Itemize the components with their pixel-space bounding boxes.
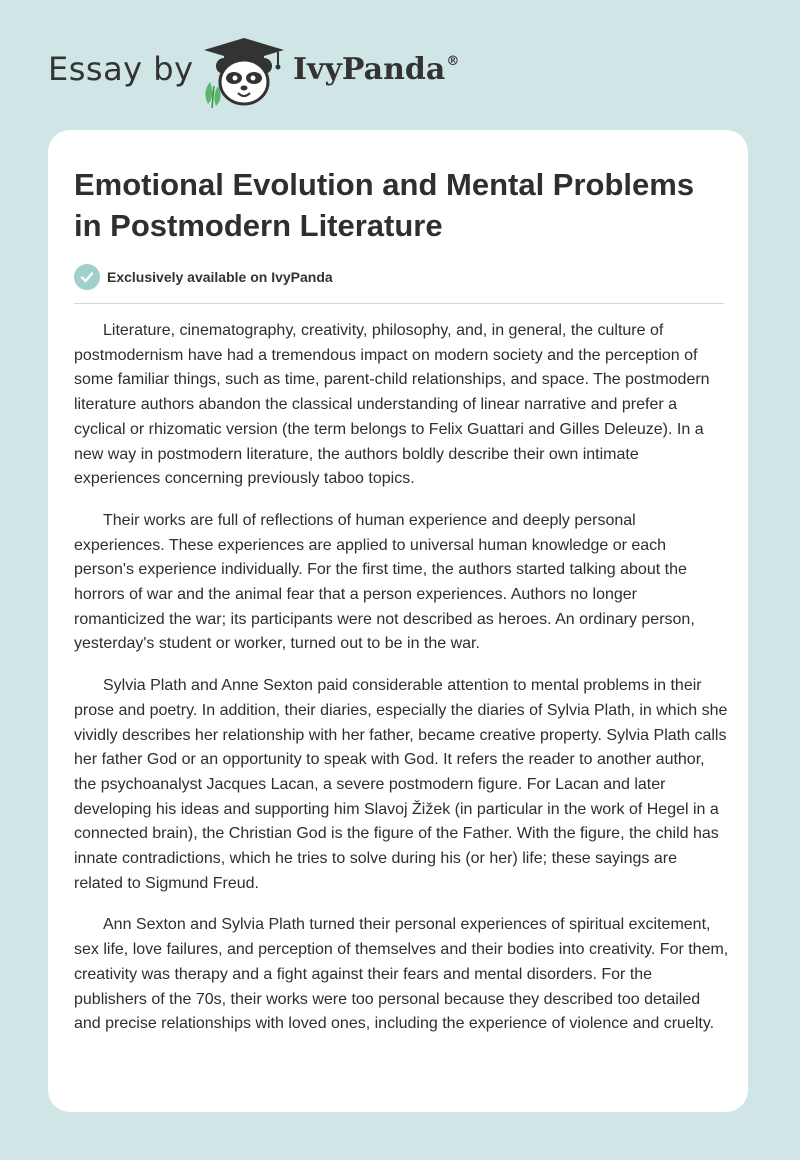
brand-name[interactable]: IvyPanda® bbox=[293, 52, 460, 87]
paragraph: Sylvia Plath and Anne Sexton paid considerable attention to mental problems in their prose and poetry. In addition, their diaries, especially the diaries of Sylvia Plath, in which she vividly describes her relationship with her father, became creative property. Sylvia Plath calls her father God or an opportunity to speak with God. It refers the reader to another author, the psychoanalyst Jacques Lacan, a severe postmodern figure. For Lacan and later developing his ideas and supporting him Slavoj Žižek (in particular in the work of Hegel in a connected brain), the Christian God is the figure of the Father. With the figure, the child has innate contradictions, which he tries to solve during his (or her) life; these sayings are related to Sigmund Freud. bbox=[74, 677, 728, 892]
title-divider bbox=[74, 303, 724, 304]
essay-by-label: Essay by bbox=[48, 50, 194, 88]
panda-graduate-icon[interactable] bbox=[200, 36, 288, 108]
exclusive-badge bbox=[74, 263, 333, 291]
check-circle-icon bbox=[74, 264, 100, 290]
paragraph: Literature, cinematography, creativity, philosophy, and, in general, the culture of postmodernism have had a tremendous impact on modern society and the perception of some familiar things, such as time, parent-child relationships, and space. The postmodern literature authors abandon the classical understanding of linear narrative and prefer a cyclical or rhizomatic version (the term belongs to Felix Guattari and Gilles Deleuze). In a new way in postmodern literature, the authors boldly describe their own intimate experiences concerning previously taboo topics. bbox=[74, 322, 710, 488]
paragraph: Their works are full of reflections of human experience and deeply personal experiences. These experiences are applied to universal human knowledge or each person's experience individually. For the first time, the authors started talking about the horrors of war and the animal fear that a person experiences. Authors no longer romanticized the war; its participants were not described as heroes. An ordinary person, yesterday's student or worker, turned out to be in the war. bbox=[74, 511, 695, 653]
essay-card bbox=[48, 130, 748, 1112]
essay-title: Emotional Evolution and Mental Problems in Postmodern Literature bbox=[74, 167, 695, 243]
essay-body bbox=[74, 319, 729, 1054]
exclusive-badge-label: Exclusively available on IvyPanda bbox=[107, 269, 333, 285]
site-header bbox=[0, 0, 800, 130]
paragraph: Ann Sexton and Sylvia Plath turned their personal experiences of spiritual excitement, sex life, love failures, and perception of themselves and their bodies into creativity. For them, creativity was therapy and a fight against their fears and mental disorders. For the publishers of the 70s, their works were too personal because they described too detailed and precise relationships with loved ones, including the experience of violence and cruelty. bbox=[74, 916, 729, 1033]
trademark-mark: ® bbox=[446, 54, 460, 69]
